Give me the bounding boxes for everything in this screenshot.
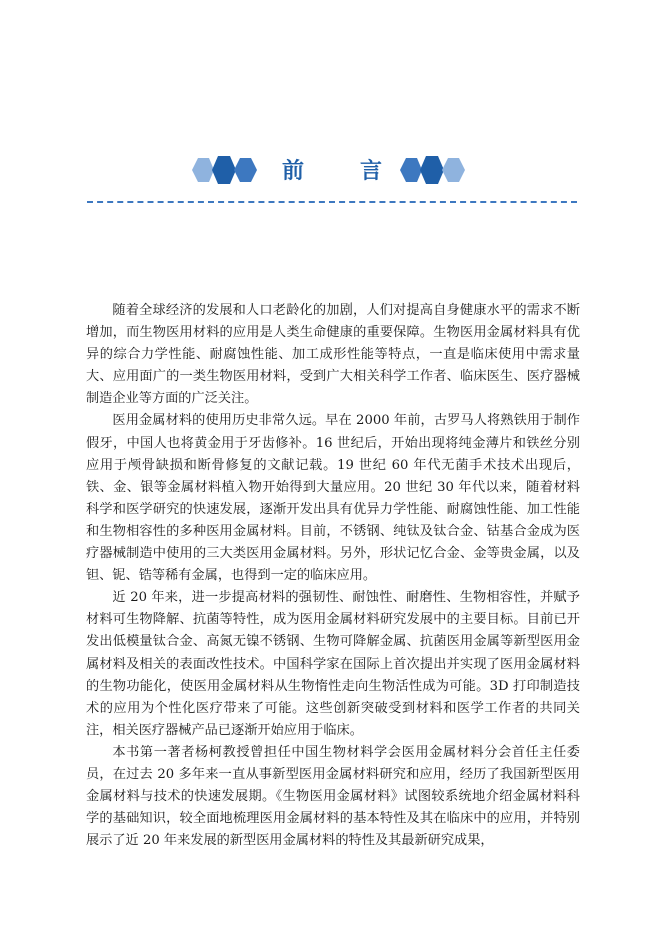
hexagon-mid-icon bbox=[400, 158, 422, 182]
paragraph-1: 随着全球经济的发展和人口老龄化的加剧，人们对提高自身健康水平的需求不断增加，而生物医用材料的应用是人类生命健康的重要保障。生物医用金属材料具有优异的综合力学性能、耐腐蚀性能、加工成形性能等特点，一直是临床使用中需求量大、应用面广的一类生物医用材料，受到广大相关科学工作者、临床医生、医疗器械制造企业等方面的广泛关注。 bbox=[86, 303, 580, 407]
preface-body bbox=[86, 300, 580, 852]
paragraph-2: 医用金属材料的使用历史非常久远。早在 2000 年前，古罗马人将熟铁用于制作假牙，中国人也将黄金用于牙齿修补。16 世纪后，开始出现将纯金薄片和铁丝分别应用于颅骨缺损和断骨修复的文献记载。19 世纪 60 年代无菌手术技术出现后，铁、金、银等金属材料植入物开始得到大量应用。20 世纪 30 年代以来，随着材料科学和医学研究的快速发展，逐渐开发出具有优异力学性能、耐腐蚀性能、加工性能和生物相容性的多种医用金属材料。目前，不锈钢、纯钛及钛合金、钴基合金成为医疗器械制造中使用的三大类医用金属材料。另外，形状记忆合金、金等贵金属，以及钽、铌、锆等稀有金属，也得到一定的临床应用。 bbox=[86, 413, 580, 584]
hexagon-dark-icon bbox=[420, 156, 444, 184]
hexagon-light-icon bbox=[442, 158, 465, 182]
hexagon-mid-icon bbox=[234, 158, 257, 182]
hexagon-light-icon bbox=[192, 158, 214, 182]
hexagon-dark-icon bbox=[212, 156, 236, 184]
right-hexagon-ornament-icon bbox=[398, 156, 470, 184]
paragraph-4: 本书第一著者杨柯教授曾担任中国生物材料学会医用金属材料分会首任主任委员，在过去 20 多年来一直从事新型医用金属材料研究和应用，经历了我国新型医用金属材料与技术的快速发展期。《生物医用金属材料》试图较系统地介绍金属材料科学的基础知识，较全面地梳理医用金属材料的基本特性及其在临床中的应用，并特别展示了近 20 年来发展的新型医用金属材料的特性及其最新研究成果， bbox=[86, 744, 580, 849]
title-char-qian: 前 bbox=[282, 159, 305, 184]
title-char-yan: 言 bbox=[359, 159, 382, 184]
page-title bbox=[282, 154, 382, 185]
paragraph-3: 近 20 年来，进一步提高材料的强韧性、耐蚀性、耐磨性、生物相容性，并赋予材料可生物降解、抗菌等特性，成为医用金属材料研究发展中的主要目标。目前已开发出低模量钛合金、高氮无镍不锈钢、生物可降解金属、抗菌医用金属等新型医用金属材料及相关的表面改性技术。中国科学家在国际上首次提出并实现了医用金属材料的生物功能化，使医用金属材料从生物惰性走向生物活性成为可能。3D 打印制造技术的应用为个性化医疗带来了可能。这些创新突破受到材料和医学工作者的共同关注，相关医疗器械产品已逐渐开始应用于临床。 bbox=[86, 590, 580, 738]
preface-header bbox=[0, 150, 661, 190]
left-hexagon-ornament-icon bbox=[190, 156, 262, 184]
dashed-divider bbox=[87, 201, 577, 203]
